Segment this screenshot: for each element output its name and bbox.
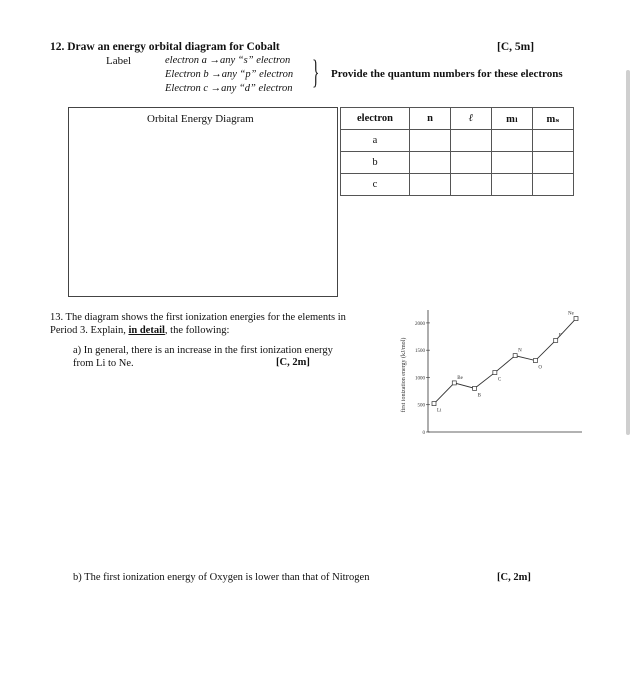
data-point-n [513, 354, 517, 358]
series-line [434, 319, 576, 404]
question-12-title: 12. Draw an energy orbital diagram for Cobalt [50, 41, 280, 53]
electron-b-line: Electron b →any “p” electron [165, 69, 294, 80]
curly-brace: } [312, 54, 320, 91]
question-13b-text: b) The first ionization energy of Oxygen is lower than that of Nitrogen [73, 572, 370, 583]
question-13-intro [50, 311, 360, 337]
answer-cell[interactable] [533, 152, 574, 174]
answer-cell[interactable] [533, 174, 574, 196]
answer-cell[interactable] [492, 174, 533, 196]
y-tick-label: 1000 [415, 376, 425, 382]
table-row [341, 174, 574, 196]
question-13a-text: a) In general, there is an increase in the first ionization energy from Li to Ne. [73, 345, 333, 369]
header-n: n [410, 108, 451, 130]
y-tick-label: 500 [417, 403, 425, 409]
answer-cell[interactable] [451, 174, 492, 196]
header-ml: mₗ [492, 108, 533, 130]
data-point-f [554, 338, 558, 342]
y-tick-label: 1500 [415, 349, 425, 355]
point-label-ne: Ne [568, 311, 574, 317]
y-tick-label: 2000 [415, 321, 425, 327]
provide-quantum-numbers: Provide the quantum numbers for these electrons [331, 68, 563, 80]
answer-cell[interactable] [451, 152, 492, 174]
table-row [341, 152, 574, 174]
in-detail-emphasis: in detail [128, 325, 165, 336]
y-axis-label: first ionization energy (kJ/mol) [401, 337, 407, 413]
label-heading: Label [106, 55, 132, 67]
answer-cell[interactable] [533, 130, 574, 152]
row-label: c [341, 174, 410, 196]
scrollbar[interactable] [626, 70, 630, 435]
intro-tail: , the following: [164, 325, 230, 336]
point-label-li: Li [437, 408, 442, 414]
question-13b-marks: [C, 2m] [497, 572, 531, 583]
orbital-diagram-title: Orbital Energy Diagram [147, 113, 254, 125]
data-point-b [473, 386, 477, 390]
point-label-be: Be [457, 375, 463, 381]
data-point-ne [574, 317, 578, 321]
intro-text: 13. The diagram shows the first ionization energies for the elements in Period 3. Explain, [50, 312, 346, 336]
orbital-diagram-box[interactable] [68, 107, 338, 297]
question-13a-marks: [C, 2m] [276, 357, 310, 368]
point-label-n: N [518, 348, 522, 354]
row-label: b [341, 152, 410, 174]
answer-cell[interactable] [410, 152, 451, 174]
answer-cell[interactable] [410, 174, 451, 196]
answer-cell[interactable] [451, 130, 492, 152]
header-electron: electron [341, 108, 410, 130]
point-label-c: C [497, 377, 502, 383]
point-label-b: B [477, 393, 481, 399]
data-point-c [493, 371, 497, 375]
answer-cell[interactable] [410, 130, 451, 152]
data-point-o [533, 359, 537, 363]
point-label-f: F [558, 333, 562, 339]
answer-cell[interactable] [492, 152, 533, 174]
electron-a-line: electron a →any “s” electron [165, 55, 291, 66]
data-point-be [452, 381, 456, 385]
header-ms: mₛ [533, 108, 574, 130]
data-point-li [432, 402, 436, 406]
quantum-numbers-table [340, 107, 574, 196]
ionization-energy-chart [392, 300, 592, 440]
header-l: ℓ [451, 108, 492, 130]
table-row [341, 130, 574, 152]
row-label: a [341, 130, 410, 152]
point-label-o: O [538, 365, 543, 371]
answer-cell[interactable] [492, 130, 533, 152]
electron-c-line: Electron c →any “d” electron [165, 83, 293, 94]
question-12-marks: [C, 5m] [497, 41, 535, 53]
y-tick-label: 0 [422, 431, 425, 436]
